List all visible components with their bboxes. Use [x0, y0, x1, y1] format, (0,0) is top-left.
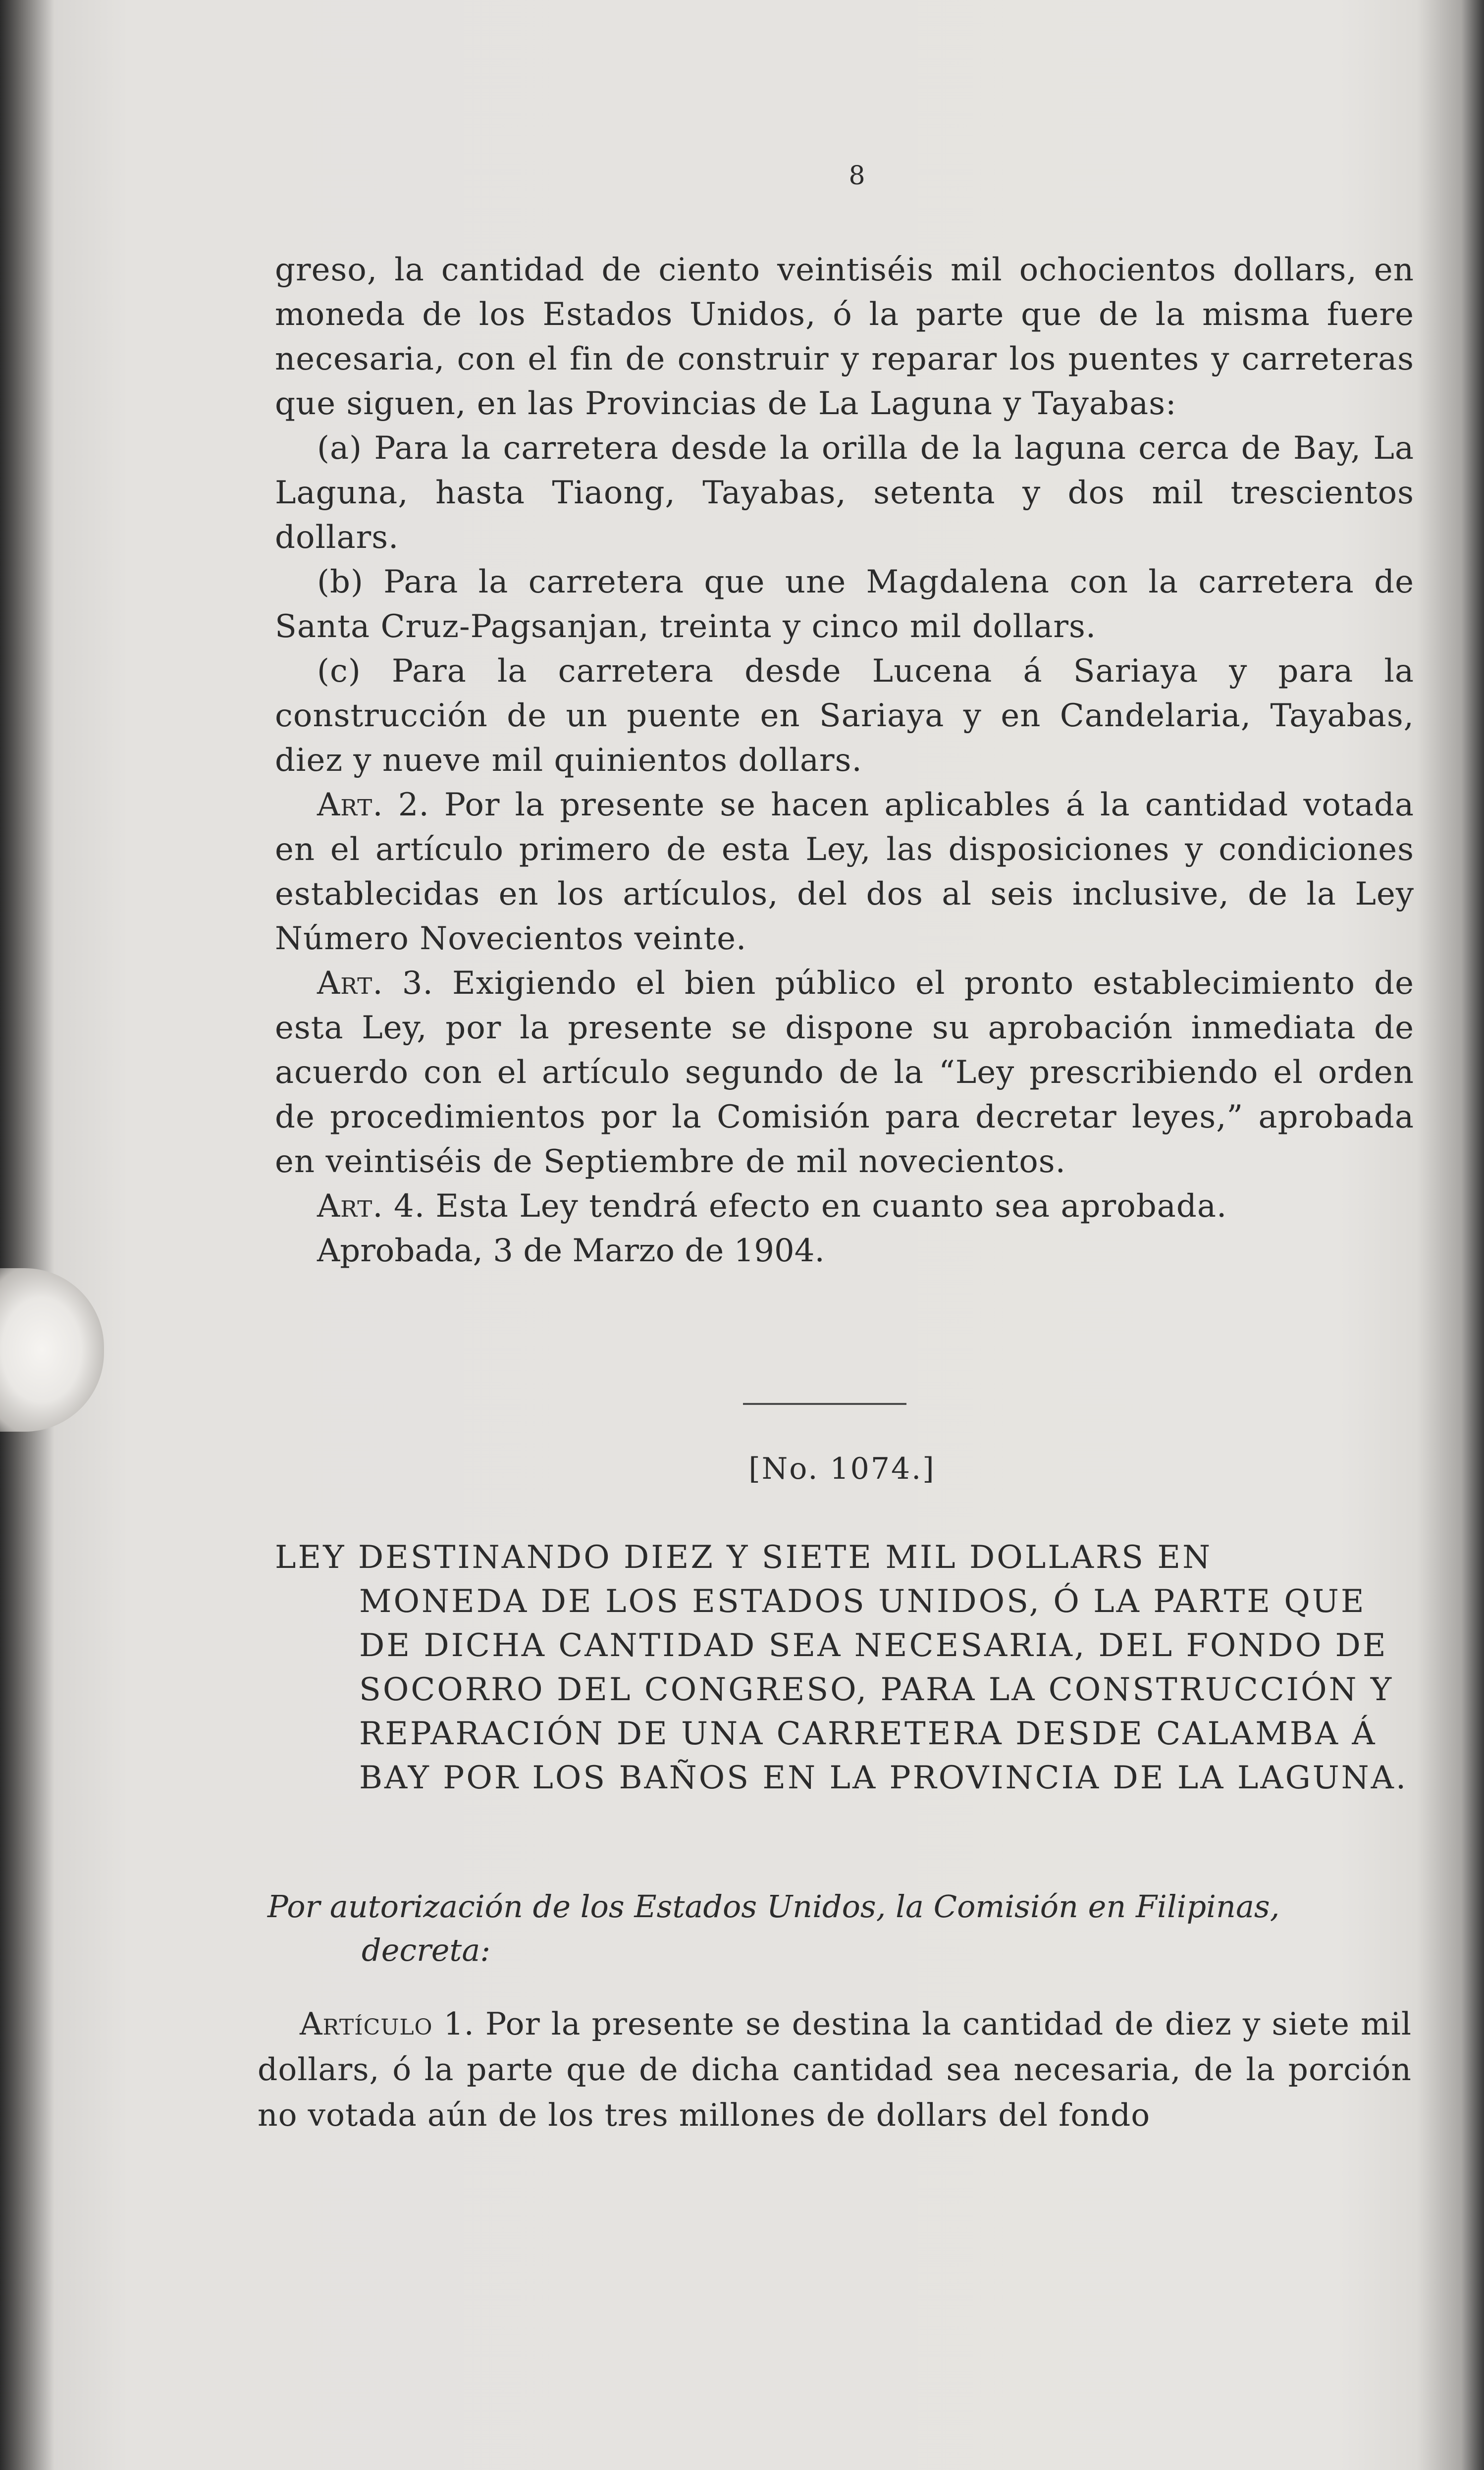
article-3-label: Art. 3. [317, 965, 433, 1002]
paragraph-b: (b) Para la carretera que une Magdalena con la carretera de Santa Cruz-Pagsanjan, treinta y cinco mil dollars. [275, 564, 1414, 645]
thumb-shadow [0, 1268, 104, 1432]
article-2-text: Por la presente se hacen aplicables á la cantidad votada en el artículo primero de esta Ley, las disposiciones y condiciones establecidas en los artículos, del dos al seis inclusive, de la Ley Número Novecientos veinte. [275, 787, 1414, 957]
article-2 [275, 783, 1414, 961]
enacting-clause [267, 1885, 1412, 1972]
approval-date: Aprobada, 3 de Marzo de 1904. [317, 1233, 825, 1269]
section-divider [743, 1403, 906, 1405]
paragraph-intro: greso, la cantidad de ciento veintiséis mil ochocientos dollars, en moneda de los Estados Unidos, ó la parte que de la misma fuere necesaria, con el fin de construir y reparar los puentes y carreteras que siguen, en las Provincias de La Laguna y Tayabas: [275, 252, 1414, 422]
enacting-clause-line-2: decreta: [362, 1932, 491, 1968]
article-4-label: Art. 4. [317, 1188, 425, 1225]
enacting-clause-line-1: Por autorización de los Estados Unidos, la Comisión en Filipinas, [267, 1888, 1280, 1925]
article-3-text: Exigiendo el bien público el pronto establecimiento de esta Ley, por la presente se dispone su aprobación inmediata de acuerdo con el artículo segundo de la “Ley prescribiendo el orden de procedimientos por la Comisión para decretar leyes,” aprobada en veintiséis de Septiembre de mil novecientos. [275, 965, 1415, 1180]
paragraph-c: (c) Para la carretera desde Lucena á Sariaya y para la construcción de un puente en Sariaya y en Candelaria, Tayabas, diez y nueve mil quinientos dollars. [275, 653, 1414, 779]
article-1-block [258, 2001, 1412, 2138]
article-2-label: Art. 2. [317, 787, 429, 823]
article-4 [275, 1184, 1414, 1229]
paragraph-a: (a) Para la carretera desde la orilla de la laguna cerca de Bay, La Laguna, hasta Tiaong, Tayabas, setenta y dos mil trescientos dollars. [275, 430, 1414, 556]
act-title-first-line: LEY DESTINANDO DIEZ Y SIETE MIL DOLLARS EN [275, 1539, 1213, 1576]
article-1-text: Por la presente se destina la cantidad de diez y siete mil dollars, ó la parte que de dicha cantidad sea necesaria, de la porción no votada aún de los tres millones de dollars del fondo [258, 2006, 1412, 2133]
act-number: [No. 1074.] [748, 1451, 936, 1486]
article-1 [258, 2001, 1412, 2138]
article-4-text: Esta Ley tendrá efecto en cuanto sea aprobada. [435, 1188, 1227, 1225]
act-title-continuation: MONEDA DE LOS ESTADOS UNIDOS, Ó LA PARTE QUE DE DICHA CANTIDAD SEA NECESARIA, DEL FONDO DE SOCORRO DEL CONGRESO, PARA LA CONSTRUCCIÓN Y REPARACIÓN DE UNA CARRETERA DESDE CALAMBA Á BAY POR LOS BAÑOS EN LA PROVINCIA DE LA LAGUNA. [359, 1583, 1408, 1796]
page-number: 8 [848, 161, 865, 191]
law-body-continuation [275, 248, 1414, 1273]
article-3 [275, 961, 1414, 1184]
act-title [275, 1536, 1414, 1800]
article-1-label: Artículo 1. [300, 2006, 475, 2042]
